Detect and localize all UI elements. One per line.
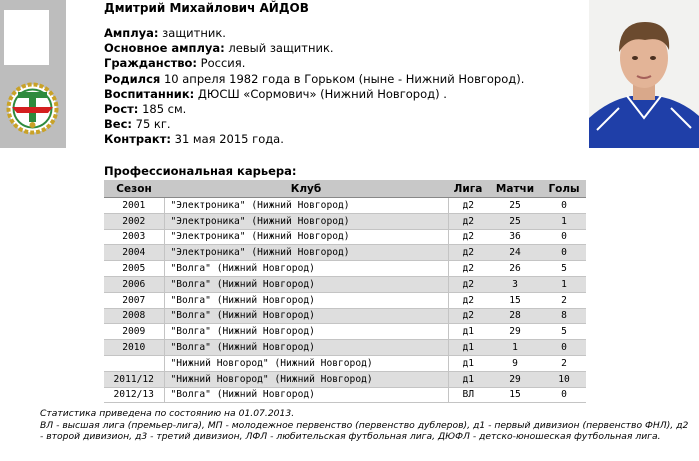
header-season: Сезон xyxy=(104,180,164,198)
career-title: Профессиональная карьера: xyxy=(104,164,297,178)
info-label: Вес: xyxy=(104,117,132,132)
cell-matches: 9 xyxy=(488,355,542,371)
info-born xyxy=(104,72,524,87)
cell-league: д2 xyxy=(448,213,488,229)
cell-goals: 2 xyxy=(542,355,586,371)
cell-league: д1 xyxy=(448,340,488,356)
cell-club: "Электроника" (Нижний Новгород) xyxy=(164,198,448,214)
cell-matches: 24 xyxy=(488,245,542,261)
cell-league: д2 xyxy=(448,245,488,261)
info-value: 10 апреля 1982 года в Горьком (ныне - Нижний Новгород). xyxy=(160,71,525,86)
cell-goals: 10 xyxy=(542,371,586,387)
cell-club: "Волга" (Нижний Новгород) xyxy=(164,308,448,324)
cell-season: 2006 xyxy=(104,276,164,292)
cell-goals: 0 xyxy=(542,245,586,261)
info-value: Россия. xyxy=(197,56,246,71)
cell-club: "Нижний Новгород" (Нижний Новгород) xyxy=(164,355,448,371)
cell-goals: 0 xyxy=(542,198,586,214)
cell-league: д2 xyxy=(448,229,488,245)
table-row xyxy=(104,229,586,245)
table-row xyxy=(104,371,586,387)
info-label: Родился xyxy=(104,71,161,86)
cell-season: 2002 xyxy=(104,213,164,229)
header-club: Клуб xyxy=(164,180,448,198)
info-label: Основное амплуа: xyxy=(104,41,225,56)
player-photo xyxy=(589,0,699,148)
table-row xyxy=(104,198,586,214)
career-table xyxy=(104,180,586,403)
table-row xyxy=(104,340,586,356)
cell-season: 2007 xyxy=(104,292,164,308)
cell-matches: 3 xyxy=(488,276,542,292)
cell-league: ВЛ xyxy=(448,387,488,403)
info-value: защитник. xyxy=(158,26,226,40)
cell-goals: 0 xyxy=(542,229,586,245)
cell-league: д2 xyxy=(448,261,488,277)
abbreviations-note: ВЛ - высшая лига (премьер-лига), МП - молодежное первенство (первенство дублеров), д1 - первый дивизион (первенство ФНЛ), д2 - второй дивизион, д3 - третий дивизион, ЛФЛ - любительская футбольная лига, ДЮФЛ - детско-юношеская футбольная лига. xyxy=(40,419,689,443)
table-row xyxy=(104,261,586,277)
header-goals: Голы xyxy=(542,180,586,198)
cell-club: "Волга" (Нижний Новгород) xyxy=(164,340,448,356)
cell-goals: 0 xyxy=(542,340,586,356)
cell-season: 2012/13 xyxy=(104,387,164,403)
info-label: Гражданство: xyxy=(104,56,198,71)
cell-goals: 1 xyxy=(542,213,586,229)
cell-matches: 15 xyxy=(488,292,542,308)
info-weight xyxy=(104,117,524,132)
cell-matches: 25 xyxy=(488,213,542,229)
cell-season: 2005 xyxy=(104,261,164,277)
cell-club: "Нижний Новгород" (Нижний Новгород) xyxy=(164,371,448,387)
cell-season: 2004 xyxy=(104,245,164,261)
player-info xyxy=(104,26,524,148)
cell-matches: 26 xyxy=(488,261,542,277)
cell-league: д2 xyxy=(448,292,488,308)
table-row xyxy=(104,308,586,324)
cell-league: д2 xyxy=(448,308,488,324)
cell-season: 2008 xyxy=(104,308,164,324)
cell-season: 2003 xyxy=(104,229,164,245)
cell-league: д2 xyxy=(448,198,488,214)
cell-league: д1 xyxy=(448,324,488,340)
header-league: Лига xyxy=(448,180,488,198)
cell-goals: 0 xyxy=(542,387,586,403)
table-header-row xyxy=(104,180,586,198)
info-label: Рост: xyxy=(104,102,139,117)
cell-season xyxy=(104,355,164,371)
cell-goals: 5 xyxy=(542,324,586,340)
cell-season: 2001 xyxy=(104,198,164,214)
info-value: 185 см. xyxy=(138,102,187,117)
info-value: левый защитник. xyxy=(224,41,334,56)
info-label: Воспитанник: xyxy=(104,86,195,101)
cell-matches: 1 xyxy=(488,340,542,356)
cell-league: д2 xyxy=(448,276,488,292)
blank-image xyxy=(4,10,49,65)
info-label: Амплуа: xyxy=(104,26,159,40)
table-row xyxy=(104,355,586,371)
cell-matches: 29 xyxy=(488,324,542,340)
cell-matches: 36 xyxy=(488,229,542,245)
cell-club: "Волга" (Нижний Новгород) xyxy=(164,324,448,340)
cell-goals: 1 xyxy=(542,276,586,292)
stats-date-note: Статистика приведена по состоянию на 01.07.2013. xyxy=(40,408,295,419)
info-value: ДЮСШ «Сормович» (Нижний Новгород) . xyxy=(194,86,447,101)
cell-season: 2011/12 xyxy=(104,371,164,387)
table-row xyxy=(104,292,586,308)
info-value: 75 кг. xyxy=(131,117,171,132)
cell-league: д1 xyxy=(448,371,488,387)
cell-matches: 29 xyxy=(488,371,542,387)
table-row xyxy=(104,245,586,261)
info-main-role xyxy=(104,41,524,56)
info-label: Контракт: xyxy=(104,132,171,147)
table-row xyxy=(104,387,586,403)
cell-goals: 5 xyxy=(542,261,586,277)
info-value: 31 мая 2015 года. xyxy=(170,132,284,147)
table-row xyxy=(104,276,586,292)
cell-matches: 25 xyxy=(488,198,542,214)
stats-notes xyxy=(40,408,690,443)
header-matches: Матчи xyxy=(488,180,542,198)
cell-club: "Электроника" (Нижний Новгород) xyxy=(164,213,448,229)
cell-matches: 15 xyxy=(488,387,542,403)
table-row xyxy=(104,324,586,340)
cell-matches: 28 xyxy=(488,308,542,324)
cell-club: "Волга" (Нижний Новгород) xyxy=(164,292,448,308)
info-role xyxy=(104,26,524,41)
player-name: Дмитрий Михайлович АЙДОВ xyxy=(104,1,309,15)
cell-season: 2010 xyxy=(104,340,164,356)
cell-club: "Волга" (Нижний Новгород) xyxy=(164,387,448,403)
cell-season: 2009 xyxy=(104,324,164,340)
cell-club: "Волга" (Нижний Новгород) xyxy=(164,261,448,277)
torpedo-logo-icon[interactable] xyxy=(4,80,61,137)
info-contract xyxy=(104,132,524,147)
info-height xyxy=(104,102,524,117)
cell-goals: 8 xyxy=(542,308,586,324)
cell-club: "Волга" (Нижний Новгород) xyxy=(164,276,448,292)
info-citizenship xyxy=(104,56,524,71)
cell-league: д1 xyxy=(448,355,488,371)
cell-goals: 2 xyxy=(542,292,586,308)
cell-club: "Электроника" (Нижний Новгород) xyxy=(164,229,448,245)
table-row xyxy=(104,213,586,229)
club-sidebar xyxy=(0,0,66,148)
cell-club: "Электроника" (Нижний Новгород) xyxy=(164,245,448,261)
info-youth-school xyxy=(104,87,524,102)
